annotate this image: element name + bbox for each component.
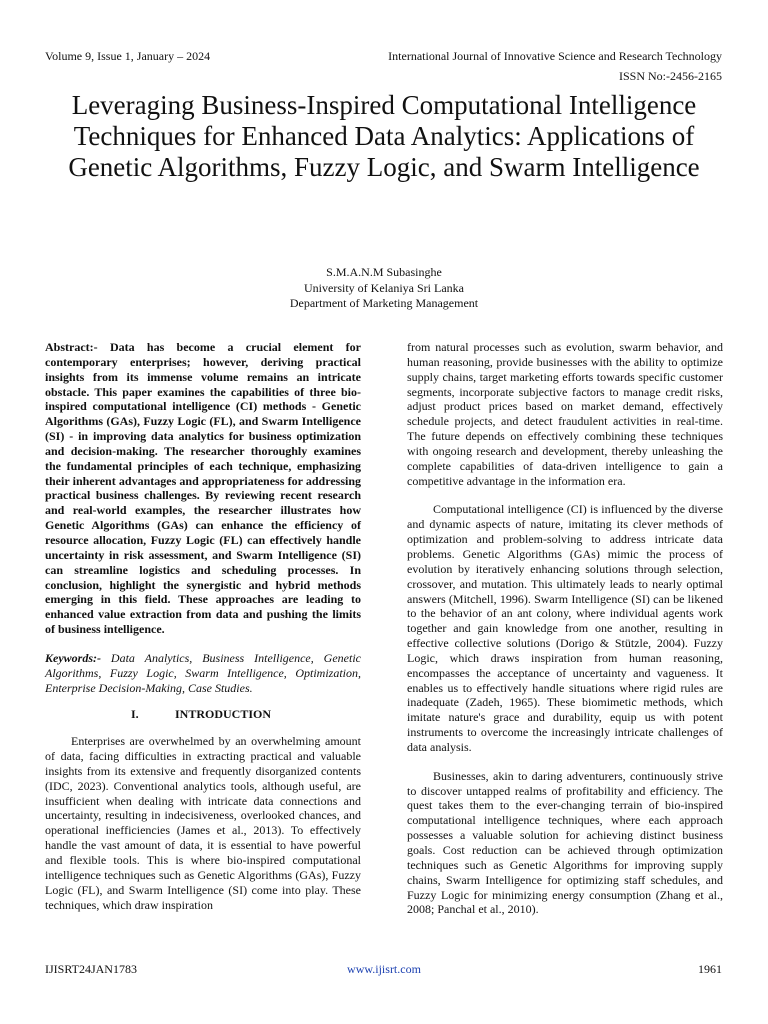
author-department: Department of Marketing Management	[289, 296, 479, 310]
keywords-text: Data Analytics, Business Intelligence, Genetic Algorithms, Fuzzy Logic, Swarm Intelligence, Optimization, Enterprise Decision-Making, Case Studies.	[45, 650, 361, 695]
keywords-label: Keywords:-	[45, 650, 101, 665]
section-heading	[45, 707, 361, 722]
intro-paragraph-1-continued: from natural processes such as evolution, swarm behavior, and human reasoning, provide businesses with the ability to optimize supply chains, target marketing efforts towards specific customer segments, incorporate subjective factors to manage credit risks, adjust product prices based on market demand, effectively schedule projects, and detect fraudulent activities in real-time. The future depends on effectively combining these techniques with ongoing research and development, thereby unleashing the complete capabilities of data-driven intelligence to gain a competitive advantage in the information era.	[407, 340, 723, 488]
journal-name: International Journal of Innovative Science and Research Technology	[388, 49, 722, 63]
intro-paragraph-1: Enterprises are overwhelmed by an overwhelming amount of data, facing difficulties in extracting practical and valuable insights from its extensive and frequently disorganized contents (IDC, 2023). Conventional analytics tools, although useful, are insufficient when dealing with intricate data connections and uncertainty, resulting in indecisiveness, overlooked chances, and operational inefficiencies (James et al., 2013). To effectively handle the vast amount of data, it is essential to have powerful and flexible tools. This is where bio-inspired computational intelligence techniques such as Genetic Algorithms (GAs), Fuzzy Logic (FL), and Swarm Intelligence (SI) come into play. These techniques, which draw inspiration	[45, 734, 361, 912]
section-number: I.	[131, 707, 139, 722]
intro-paragraph-2: Computational intelligence (CI) is influenced by the diverse and dynamic aspects of nature, imitating its clever methods of optimization and problem-solving to address intricate data problems. Genetic Algorithms (GAs) mimic the process of evolution by iteratively enhancing solutions through selection, crossover, and mutation. This ultimately leads to nearly optimal answers (Mitchell, 1996). Swarm Intelligence (SI) can be likened to the behavior of an ant colony, where individual agents work together and gain knowledge from one another, resulting in effective collective solutions (Dorigo & Stützle, 2004). Fuzzy Logic, which draws inspiration from human reasoning, encompasses the acceptance of uncertainty and vagueness. It enables us to effectively handle situations where rigid rules are inadequate (Zadeh, 1965). These biomimetic methods, which imitate nature's grace and durability, equip us with potent instruments to overcome the increasingly intricate challenges of data analysis.	[407, 502, 723, 754]
journal-website-link[interactable]: www.ijisrt.com	[347, 962, 421, 976]
author-university: University of Kelaniya Sri Lanka	[304, 281, 464, 295]
journal-volume-issue: Volume 9, Issue 1, January – 2024	[45, 49, 211, 63]
right-column	[407, 340, 723, 917]
section-title: INTRODUCTION	[174, 707, 271, 722]
author-name: S.M.A.N.M Subasinghe	[326, 265, 442, 279]
page-number: 1961	[698, 962, 722, 976]
left-column	[45, 340, 361, 912]
keywords	[45, 651, 361, 696]
journal-issn: ISSN No:-2456-2165	[618, 69, 722, 83]
paper-title: Leveraging Business-Inspired Computational Intelligence Techniques for Enhanced Data Analytics: Applications of Genetic Algorithms, Fuzzy Logic, and Swarm Intelligence	[68, 90, 700, 182]
paper-code: IJISRT24JAN1783	[45, 962, 137, 976]
abstract: Abstract:- Data has become a crucial element for contemporary enterprises; however, deriving practical insights from its immense volume remains an intricate obstacle. This paper examines the capabilities of three bio-inspired computational intelligence (CI) methods - Genetic Algorithms (GAs), Fuzzy Logic (FL), and Swarm Intelligence (SI) - in improving data analytics for business optimization and decision-making. The researcher thoroughly examines the fundamental principles of each technique, emphasizing their inherent advantages and appropriateness for addressing practical business challenges. By reviewing recent research and real-world examples, the researcher illustrates how Genetic Algorithms (GAs) can enhance the efficiency of resource allocation, Fuzzy Logic (FL) can effectively handle uncertainty in risk assessment, and Swarm Intelligence (SI) can streamline logistics and scheduling processes. In conclusion, highlight the synergistic and hybrid methods emerging in this field. These approaches are leading to enhanced value extraction from data and pushing the limits of business intelligence.	[45, 340, 361, 637]
intro-paragraph-3: Businesses, akin to daring adventurers, continuously strive to discover untapped realms of profitability and efficiency. The quest takes them to the ever-changing terrain of bio-inspired computational intelligence techniques, where each approach possesses a valuable solution for achieving distinct business goals. Cost reduction can be achieved through optimization techniques such as Genetic Algorithms for improving supply chains, Swarm Intelligence for optimizing staff schedules, and Fuzzy Logic for minimizing energy consumption (Zhang et al., 2008; Panchal et al., 2010).	[407, 768, 723, 917]
